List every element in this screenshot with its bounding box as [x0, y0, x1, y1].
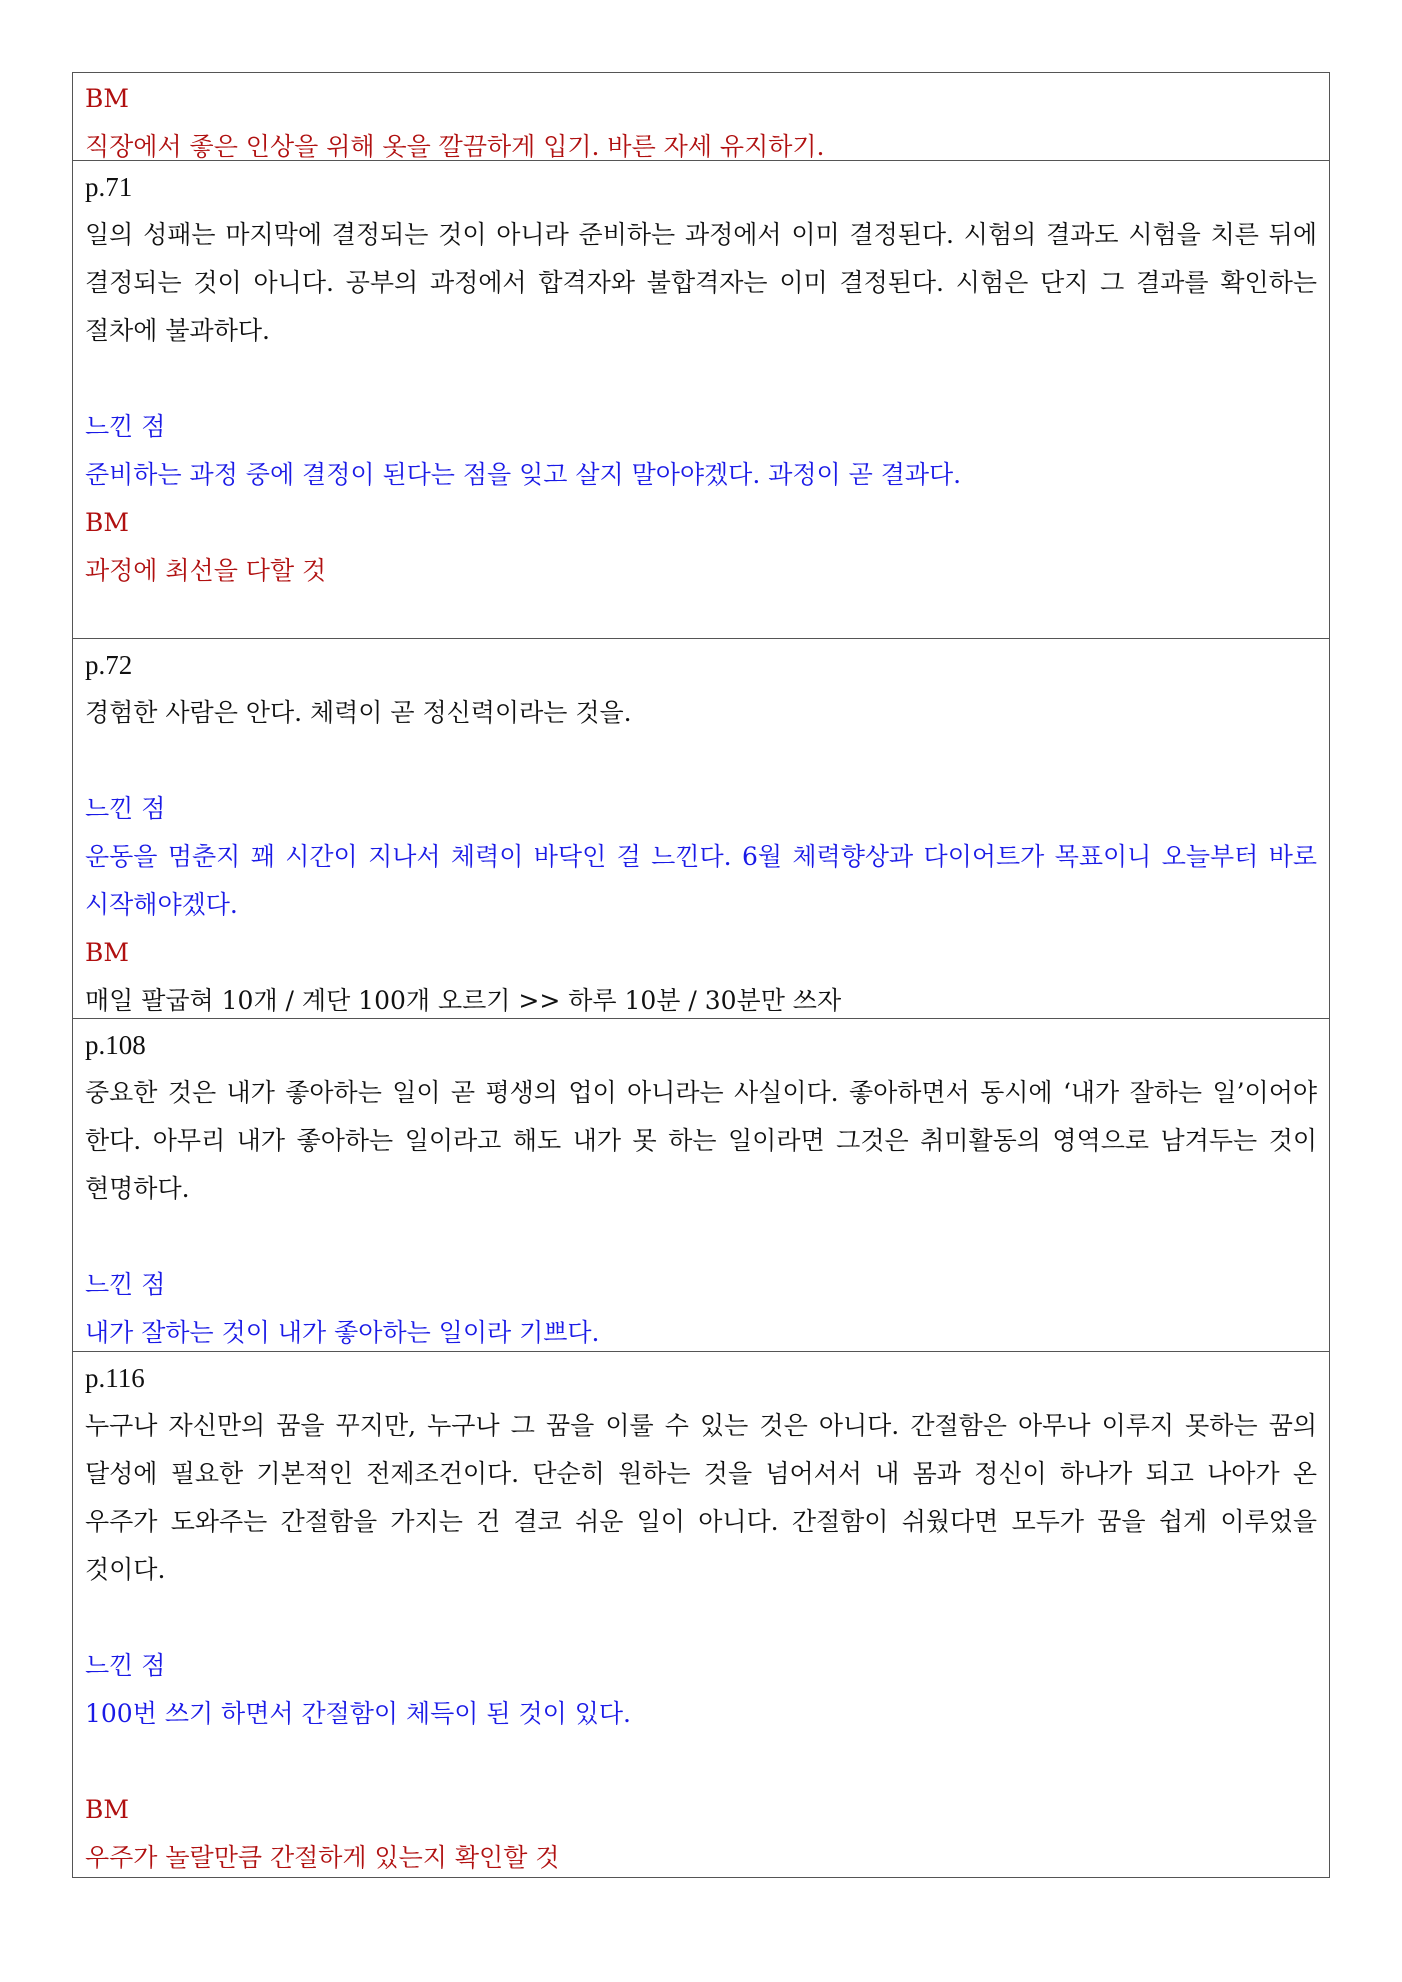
feeling-label: 느낀 점 — [85, 412, 166, 441]
bm-text: 매일 팔굽혀 10개 / 계단 100개 오르기 >> 하루 10분 / 30분만 쓰자 — [85, 986, 842, 1015]
page-reference: p.72 — [85, 650, 133, 680]
page-reference: p.108 — [85, 1030, 146, 1060]
quote-text: 일의 성패는 마지막에 결정되는 것이 아니라 준비하는 과정에서 이미 결정된다. 시험의 결과도 시험을 치른 뒤에 결정되는 것이 아니다. 공부의 과정에서 합격자와 불합격자는 이미 결정된다. 시험은 단지 그 결과를 확인하는 절차에 불과하다. — [85, 220, 1317, 345]
bm-label: BM — [85, 508, 129, 537]
notes-table — [72, 72, 1330, 1878]
feeling-text: 준비하는 과정 중에 결정이 된다는 점을 잊고 살지 말아야겠다. 과정이 곧 결과다. — [85, 460, 962, 489]
entry-cell — [72, 72, 1330, 161]
bm-text: 과정에 최선을 다할 것 — [85, 556, 327, 585]
spacer — [85, 737, 1317, 785]
entry-cell — [72, 1352, 1330, 1878]
page-reference: p.116 — [85, 1363, 145, 1393]
spacer — [85, 355, 1317, 403]
page-reference: p.71 — [85, 172, 133, 202]
feeling-text: 내가 잘하는 것이 내가 좋아하는 일이라 기쁘다. — [85, 1318, 600, 1347]
feeling-label: 느낀 점 — [85, 1270, 166, 1299]
feeling-label: 느낀 점 — [85, 794, 166, 823]
feeling-label: 느낀 점 — [85, 1651, 166, 1680]
entry-cell — [72, 1019, 1330, 1352]
quote-text: 중요한 것은 내가 좋아하는 일이 곧 평생의 업이 아니라는 사실이다. 좋아하면서 동시에 ‘내가 잘하는 일’이어야 한다. 아무리 내가 좋아하는 일이라고 해도 내가 못 하는 일이라면 그것은 취미활동의 영역으로 남겨두는 것이 현명하다. — [85, 1078, 1317, 1203]
bm-label: BM — [85, 84, 129, 113]
spacer — [85, 1738, 1317, 1786]
entry-cell — [72, 161, 1330, 639]
spacer — [85, 1594, 1317, 1642]
spacer — [85, 1213, 1317, 1261]
quote-text: 누구나 자신만의 꿈을 꾸지만, 누구나 그 꿈을 이룰 수 있는 것은 아니다. 간절함은 아무나 이루지 못하는 꿈의 달성에 필요한 기본적인 전제조건이다. 단순히 원하는 것을 넘어서서 내 몸과 정신이 하나가 되고 나아가 온 우주가 도와주는 간절함을 가지는 건 결코 쉬운 일이 아니다. 간절함이 쉬웠다면 모두가 꿈을 쉽게 이루었을 것이다. — [85, 1411, 1317, 1584]
feeling-text: 운동을 멈춘지 꽤 시간이 지나서 체력이 바닥인 걸 느낀다. 6월 체력향상과 다이어트가 목표이니 오늘부터 바로 시작해야겠다. — [85, 842, 1317, 919]
entry-cell — [72, 639, 1330, 1019]
bm-label: BM — [85, 1795, 129, 1824]
quote-text: 경험한 사람은 안다. 체력이 곧 정신력이라는 것을. — [85, 698, 632, 727]
feeling-text: 100번 쓰기 하면서 간절함이 체득이 된 것이 있다. — [85, 1699, 631, 1728]
bm-text: 우주가 놀랄만큼 간절하게 있는지 확인할 것 — [85, 1843, 560, 1872]
bm-label: BM — [85, 938, 129, 967]
bm-text: 직장에서 좋은 인상을 위해 옷을 깔끔하게 입기. 바른 자세 유지하기. — [85, 132, 825, 161]
